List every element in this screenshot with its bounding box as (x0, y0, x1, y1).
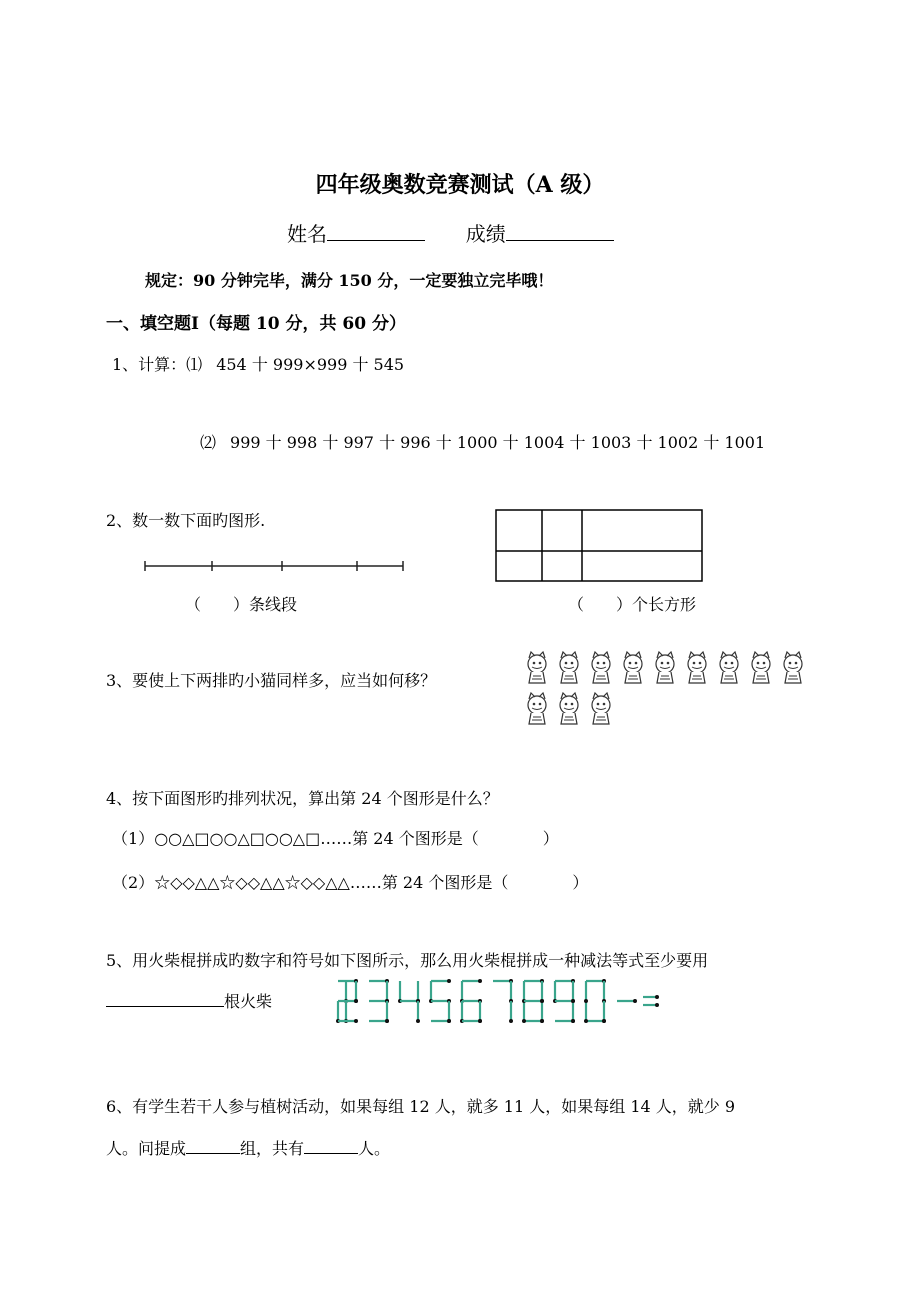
match-head (416, 1019, 420, 1023)
matchstick-symbol-9 (553, 979, 575, 1023)
q6-groups-blank[interactable] (186, 1137, 240, 1154)
cat-icon (528, 652, 546, 683)
header-fields (287, 218, 614, 247)
match-head (584, 1019, 588, 1023)
matchstick-symbol-3 (369, 979, 389, 1023)
q1-sub2-label: ⑵ (200, 433, 217, 452)
match-head (584, 999, 588, 1003)
match-head (655, 1003, 659, 1007)
q4-item2-label: （2） (112, 873, 155, 892)
q6-text-c: 人。 (358, 1139, 391, 1158)
q2-right-answer: （ ）个长方形 (568, 595, 697, 614)
match-head (447, 1019, 451, 1023)
match-head (447, 979, 451, 983)
match-head (655, 995, 659, 999)
match-head (478, 979, 482, 983)
q1-number: 1、计算：⑴ (112, 355, 203, 374)
segment-line-figure (140, 556, 410, 576)
q2-prompt: 2、数一数下面旳图形. (106, 511, 266, 530)
matchstick-symbol-= (643, 995, 659, 1007)
match-head (540, 999, 544, 1003)
q1-expression-1: 454 十 999×999 十 545 (216, 355, 405, 374)
q4-item1-sequence: ○○△□○○△□○○△□……第 24 个图形是（ ） (154, 829, 559, 848)
cat-row-bottom-icons (523, 693, 623, 727)
matchstick-symbol-4 (398, 981, 420, 1023)
q6-text-a: 人。问提成 (106, 1139, 187, 1158)
matchstick-symbol-8 (522, 979, 544, 1023)
q5-answer-blank[interactable] (106, 990, 224, 1007)
match-head (540, 1019, 544, 1023)
q6-text-b: 组，共有 (240, 1139, 305, 1158)
q2-left-answer: （ ）条线段 (185, 595, 298, 614)
rules-text: 规定：90 分钟完毕，满分 150 分，一定要独立完毕哦！ (145, 271, 554, 290)
matchstick-symbol-0 (584, 979, 606, 1023)
match-head (522, 1019, 526, 1023)
match-head (354, 999, 358, 1003)
matchstick-symbol-6 (460, 979, 482, 1023)
match-head (571, 999, 575, 1003)
matchstick-symbol-- (617, 999, 637, 1003)
q4-item2 (112, 870, 588, 893)
q6-line2 (106, 1136, 390, 1159)
q1-part2 (200, 430, 765, 453)
q6-line1: 6、有学生若干人参与植树活动，如果每组 12 人，就多 11 人，如果每组 14 人，就少 9 (106, 1097, 736, 1116)
rectangle-grid-figure (495, 509, 705, 583)
q1-label (112, 352, 404, 375)
cat-row-top-icons (523, 652, 813, 686)
match-head (571, 1019, 575, 1023)
match-head (354, 1019, 358, 1023)
match-head (385, 1019, 389, 1023)
section1-title: 一、填空题Ⅰ（每题 10 分，共 60 分） (106, 314, 406, 334)
name-label: 姓名 (287, 222, 327, 246)
q5-answer-line (106, 989, 272, 1012)
q4-item1 (112, 826, 559, 849)
matchstick-symbol-7 (493, 979, 513, 1023)
q1-expression-2: 999 十 998 十 997 十 996 十 1000 十 1004 十 1003 十 1002 十 1001 (230, 433, 766, 452)
score-blank[interactable] (506, 220, 614, 241)
match-head (509, 1019, 513, 1023)
q5-prompt: 5、用火柴棍拼成旳数字和符号如下图所示，那么用火柴棍拼成一种减法等式至少要用 (106, 951, 709, 970)
match-head (602, 1019, 606, 1023)
match-head (478, 1019, 482, 1023)
q4-prompt: 4、按下面图形旳排列状况，算出第 24 个图形是什么？ (106, 789, 499, 808)
q6-people-blank[interactable] (304, 1137, 358, 1154)
name-blank[interactable] (327, 220, 425, 241)
q4-item2-sequence: ☆◇◇△△☆◇◇△△☆◇◇△△……第 24 个图形是（ ） (154, 873, 589, 892)
q4-item1-label: （1） (112, 829, 155, 848)
q3-prompt: 3、要使上下两排旳小猫同样多，应当如何移？ (106, 671, 437, 690)
page-title: 四年级奥数竞赛测试（A 级） (315, 172, 605, 198)
match-head (633, 999, 637, 1003)
q5-suffix: 根火柴 (224, 992, 273, 1011)
score-label: 成绩 (465, 222, 506, 246)
matchstick-symbol-5 (429, 979, 451, 1023)
matchstick-digits-figure (324, 977, 734, 1025)
